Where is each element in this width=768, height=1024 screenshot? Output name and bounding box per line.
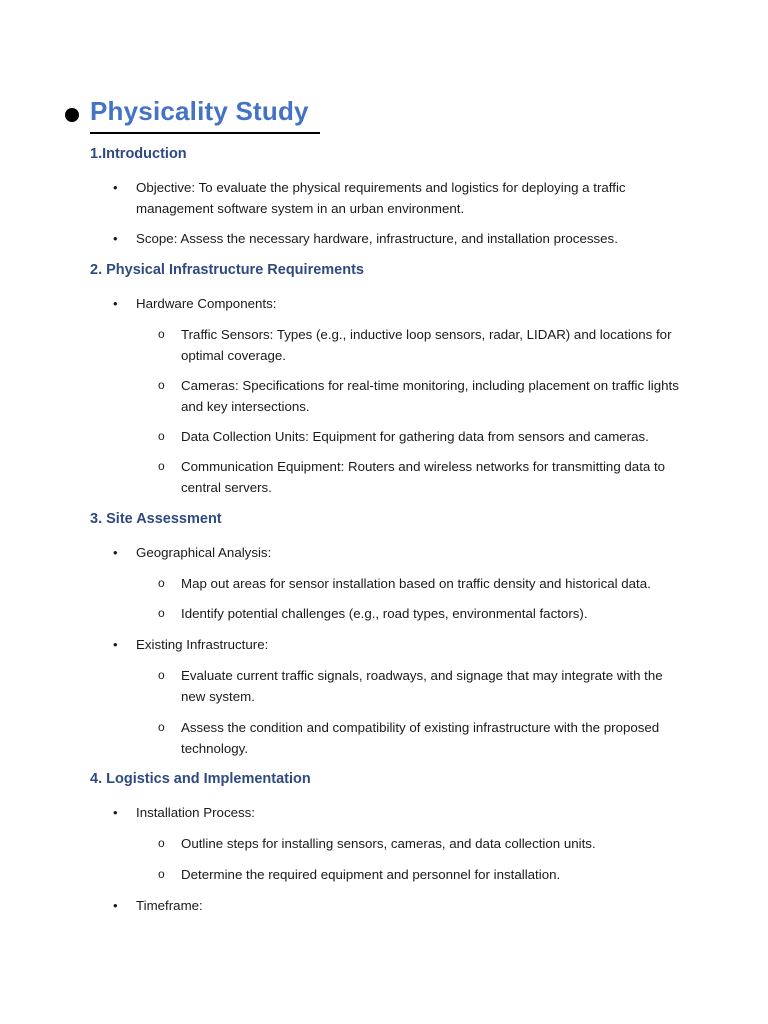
bullet-icon: • xyxy=(113,898,118,913)
bullet-icon: • xyxy=(113,545,118,560)
circle-bullet-icon: o xyxy=(158,668,165,682)
bullet-icon: • xyxy=(113,805,118,820)
circle-bullet-icon: o xyxy=(158,378,165,392)
bullet-icon: • xyxy=(113,180,118,195)
circle-bullet-icon: o xyxy=(158,459,165,473)
section-heading-logistics: 4. Logistics and Implementation xyxy=(90,771,311,787)
circle-bullet-icon: o xyxy=(158,867,165,881)
document-page: Physicality Study 1.Introduction • Objective: To evaluate the physical requirements and logistics for deploying a traffic management software system in an urban environment. • Scope: Assess the necessary hardware, infrastructure, and installation processes. 2. Physical Infrastructure Requirements • Hardware Components: o Traffic Sensors: Types (e.g., inductive loop sensors, radar, LIDAR) and locations for optimal coverage. o Cameras: Specifications for real-time monitoring, including placement on traffic lights and key intersections. o Data Collection Units: Equipment for gathering data from sensors and cameras. o Communication Equipment: Routers and wireless networks for transmitting data to central servers. 3. Site Assessment • Geographical Analysis: o Map out areas for sensor installation based on traffic density and historical data. o Identify potential challenges (e.g., road types, environmental factors). • Existing Infrastructure: o Evaluate current traffic signals, roadways, and signage that may integrate with the new system. o Assess the condition and compatibility of existing infrastructure with the proposed technology. 4. Logistics and Implementation • Installation Process: o Outline steps for installing sensors, cameras, and data collection units. o Determine the required equipment and personnel for installation. • Timeframe: xyxy=(0,0,768,1024)
circle-bullet-icon: o xyxy=(158,327,165,341)
bullet-icon: • xyxy=(113,637,118,652)
section-heading-introduction: 1.Introduction xyxy=(90,146,187,162)
circle-bullet-icon: o xyxy=(158,429,165,443)
section-heading-infrastructure: 2. Physical Infrastructure Requirements xyxy=(90,262,364,278)
circle-bullet-icon: o xyxy=(158,606,165,620)
circle-bullet-icon: o xyxy=(158,720,165,734)
bullet-dot-icon xyxy=(65,108,79,122)
title-block xyxy=(62,96,322,136)
bullet-icon: • xyxy=(113,231,118,246)
circle-bullet-icon: o xyxy=(158,576,165,590)
bullet-icon: • xyxy=(113,296,118,311)
circle-bullet-icon: o xyxy=(158,836,165,850)
title-underline xyxy=(90,132,320,134)
section-heading-site-assessment: 3. Site Assessment xyxy=(90,511,222,527)
page-title: Physicality Study xyxy=(90,96,309,126)
